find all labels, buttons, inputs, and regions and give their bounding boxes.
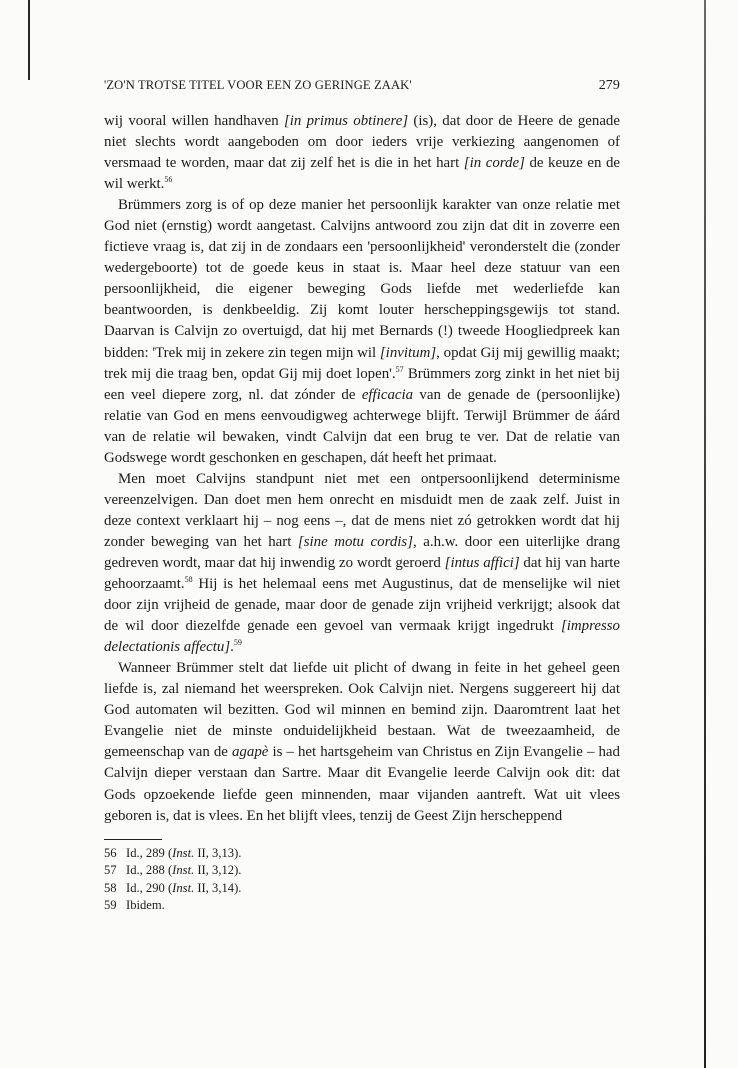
- page-edge-right: [704, 0, 706, 1068]
- paragraph: [104, 111, 620, 195]
- text-run: (is), dat door de Heere de genade niet slechts wordt aangeboden om door ieders vrije verkiezing aangenomen of versmaad te worden, maar dat zij zelf het is die in het hart: [104, 113, 620, 172]
- text-run: Id., 288 (: [126, 863, 173, 878]
- footnote: [104, 862, 620, 880]
- latin-term: efficacia: [361, 386, 414, 403]
- text-run: wij vooral willen handhaven: [104, 113, 284, 129]
- text-run: .: [230, 639, 234, 656]
- text-run: Id., 289 (: [126, 845, 173, 860]
- footnote-text: [126, 862, 241, 880]
- text-run: Brümmers zorg zinkt in het niet bij een veel diepere zorg, nl. dat zónder de: [104, 365, 620, 403]
- text-run: II, 3,12).: [194, 863, 242, 878]
- footnote-number: 56: [104, 845, 117, 860]
- running-header: [104, 78, 620, 94]
- text-run: is – het hartsgeheim van Christus en Zijn Evangelie – had Calvijn dieper verstaan dan Sartre. Maar dit Evangelie leerde Calvijn ook dit: dat Gods opzoekende liefde geen minnenden, maar vijanden aantreft. Wat uit vlees geboren is, dat is vlees. En het blijft vlees, tenzij de Geest Zijn herscheppend: [104, 744, 620, 824]
- page-edge-left: [28, 0, 30, 80]
- footnote-ref: 59: [233, 638, 242, 648]
- paragraph: [104, 195, 620, 469]
- text-run: dat hij van harte gehoorzaamt.: [104, 554, 621, 593]
- footnotes: [104, 845, 620, 915]
- text-run: Wanneer Brümmer stelt dat liefde uit plicht of dwang in feite in het geheel geen liefde is, zal niemand het weerspreken. Ook Calvijn niet. Nergens suggereert hij dat God automaten wil bezitten. God wil minnen en bemind zijn. Daaromtrent laat het Evangelie niet de minste onduidelijkheid bestaan. Wat de tweezaamheid, de gemeenschap van de: [104, 660, 620, 761]
- text-run: van de genade de (persoonlijke) relatie van God en mens eenvoudigweg achterwege blijft. Terwijl Brümmer de áárd van de relatie wil bewaken, vindt Calvijn dat een brug te ver. Dat de relatie van Godswege wordt geschonken en geschapen, dát heeft het primaat.: [104, 386, 620, 466]
- text-run: Id., 290 (: [126, 880, 173, 895]
- book-page: [104, 78, 620, 915]
- text-run: de keuze en de wil werkt.: [104, 155, 620, 193]
- latin-term: Inst.: [172, 845, 195, 860]
- latin-term: [impresso delectationis affectu]: [104, 618, 620, 656]
- body-text: [104, 111, 620, 827]
- text-run: Brümmers zorg is of op deze manier het persoonlijk karakter van onze relatie met God niet (ernstig) wordt aangetast. Calvijns antwoord zou zijn dat dit in zoverre een fictieve vraag is, dat zij in de zondaars een 'persoonlijkheid' veronderstelt die (zonder wedergeboorte) tot de goede keus in staat is. Maar heel deze statuur van een persoonlijkheid, die eigener beweging Gods liefde met wederliefde kan beantwoorden, is denkbeeldig. Zij komt louter herscheppingsgewijs tot stand. Daarvan is Calvijn zo overtuigd, dat hij met Bernards (!) tweede Hoogliedpreek kan bidden: 'Trek mij in zekere zin tegen mijn wil: [104, 197, 620, 361]
- footnote-ref: 58: [184, 575, 193, 585]
- paragraph: [104, 658, 620, 826]
- text-run: Men moet Calvijns standpunt niet met een ontpersoonlijkend determinisme vereenzelvigen. Dan doet men hem onrecht en misduidt men de zaak zelf. Juist in deze context verklaart hij – nog eens –, dat de mens niet zó getrokken wordt dat hij zonder beweging van het hart: [104, 470, 620, 550]
- page-number: 279: [598, 78, 620, 93]
- footnote-divider: [104, 839, 162, 840]
- footnote: [104, 897, 620, 915]
- running-title: 'ZO'N TROTSE TITEL VOOR EEN ZO GERINGE ZAAK': [104, 78, 412, 92]
- text-run: , a.h.w. door een uiterlijke drang gedreven wordt, maar dat hij inwendig zo wordt geroerd: [104, 533, 620, 571]
- text-run: , opdat Gij mij gewillig maakt; trek mij die traag ben, opdat Gij mij doet lopen'.: [104, 344, 621, 382]
- footnote-ref: 57: [395, 364, 404, 374]
- footnote-text: [126, 880, 241, 898]
- footnote: [104, 845, 620, 863]
- footnote: [104, 880, 620, 898]
- footnote-text: [126, 845, 241, 863]
- text-run: Ibidem.: [126, 898, 165, 913]
- latin-term: [sine motu cordis]: [297, 533, 413, 550]
- footnote-number: 59: [104, 898, 117, 913]
- footnote-text: [126, 897, 165, 915]
- latin-term: [invitum]: [379, 344, 437, 361]
- footnote-ref: 56: [164, 175, 173, 185]
- latin-term: [intus affici]: [444, 554, 520, 571]
- text-run: II, 3,13).: [194, 845, 242, 860]
- latin-term: Inst.: [172, 863, 195, 878]
- latin-term: [in corde]: [463, 155, 525, 172]
- text-run: II, 3,14).: [194, 880, 242, 895]
- paragraph: [104, 469, 620, 658]
- text-run: Hij is het helemaal eens met Augustinus, dat de menselijke wil niet door zijn vrijheid de genade, maar door de genade zijn vrijheid verkrijgt; alsook dat de wil door diezelfde genade een gevoel van vermaak krijgt ingedrukt: [104, 576, 620, 635]
- latin-term: Inst.: [172, 880, 195, 895]
- latin-term: [in primus obtinere]: [283, 113, 409, 129]
- footnote-number: 58: [104, 880, 117, 895]
- footnote-number: 57: [104, 863, 117, 878]
- latin-term: agapè: [231, 744, 269, 761]
